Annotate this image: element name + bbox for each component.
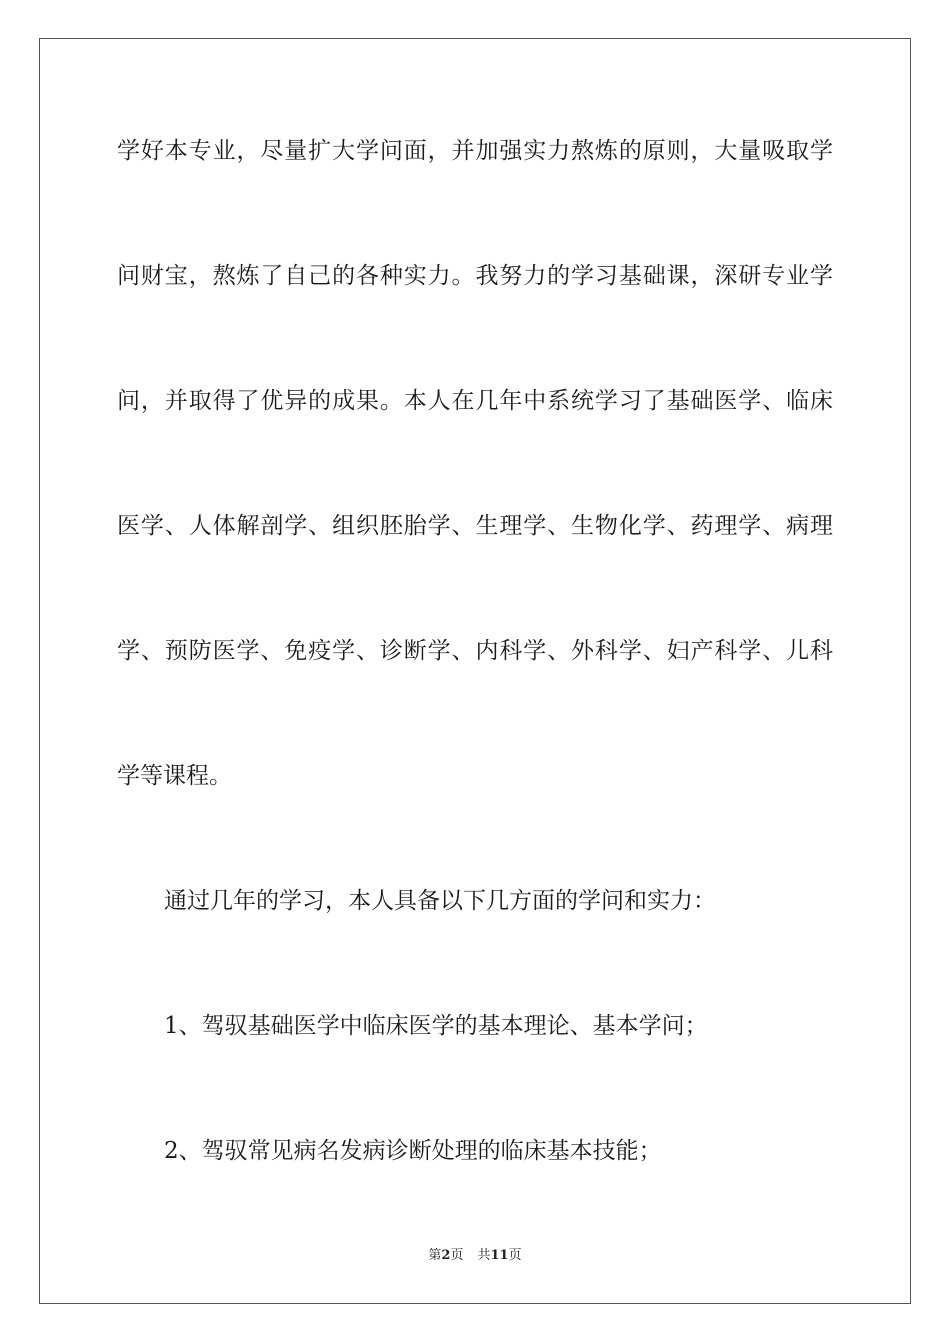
page-footer [0,1247,950,1265]
intro-line: 通过几年的学习，本人具备以下几方面的学问和实力： [164,888,716,914]
list-item-1: 1、驾驭基础医学中临床医学的基本理论、基本学问； [164,1013,708,1039]
paragraph-line-2: 问财宝，熬炼了自己的各种实力。我努力的学习基础课，深研专业学 [117,263,833,289]
page-total: 11 [490,1248,509,1263]
paragraph-line-4: 医学、人体解剖学、组织胚胎学、生理学、生物化学、药理学、病理 [117,513,833,539]
paragraph-line-6: 学等课程。 [117,763,232,789]
page-border [39,38,911,1304]
total-prefix: 共 [477,1248,491,1263]
total-suffix: 页 [508,1248,522,1263]
page-prefix: 第 [428,1248,442,1263]
paragraph-line-3: 问，并取得了优异的成果。本人在几年中系统学习了基础医学、临床 [117,388,833,414]
paragraph-line-1: 学好本专业，尽量扩大学问面，并加强实力熬炼的原则，大量吸取学 [117,138,833,164]
page-suffix: 页 [450,1248,464,1263]
list-item-2: 2、驾驭常见病名发病诊断处理的临床基本技能； [164,1138,662,1164]
paragraph-line-5: 学、预防医学、免疫学、诊断学、内科学、外科学、妇产科学、儿科 [117,638,833,664]
page-current: 2 [441,1248,451,1263]
